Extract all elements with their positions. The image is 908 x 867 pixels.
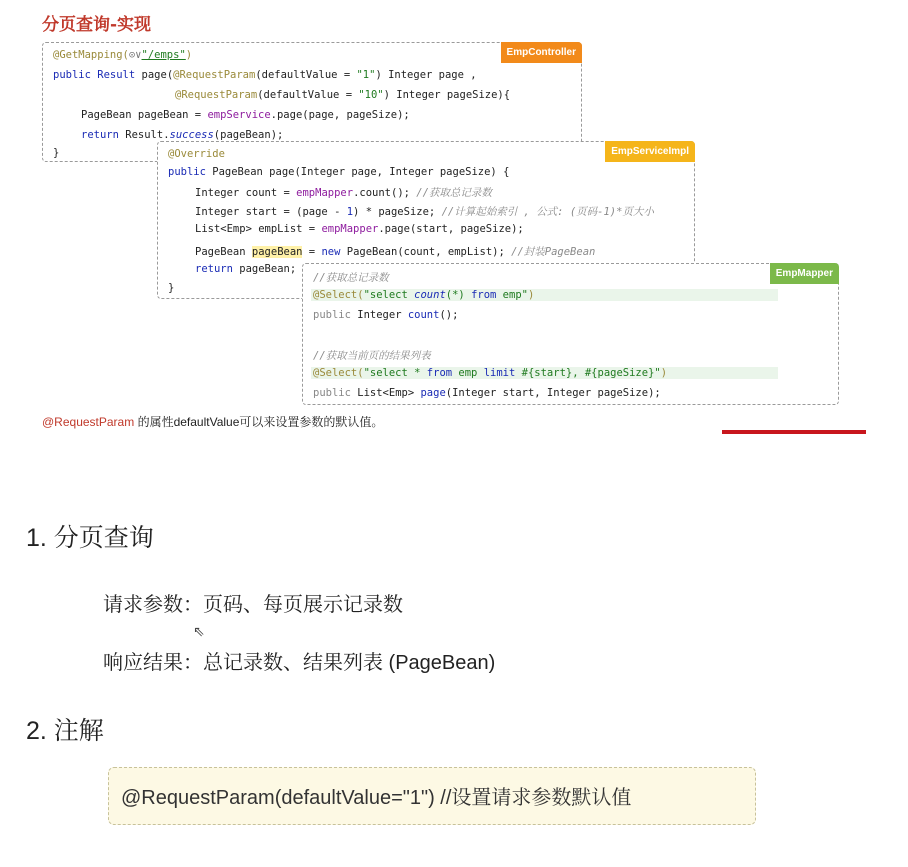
- globe-icon: ⊙∨: [128, 49, 142, 61]
- request-params-text: 请求参数：页码、每页展示记录数: [103, 594, 403, 616]
- slide-title: 分页查询-实现: [42, 15, 152, 35]
- default-value-note: @RequestParam 的属性defaultValue可以来设置参数的默认值。: [42, 415, 384, 429]
- red-bar-decoration: [722, 430, 866, 434]
- code-box-controller: EmpController @GetMapping(⊙∨"/emps") public Result page(@RequestParam(defaultValue = "1") Integer page , @RequestParam(defaultValue = "10") Integer pageSize){ PageBean pageBean = empService.page(page, pageSize); return Result.success(pageBean); }: [42, 42, 582, 162]
- mouse-cursor-icon: ⇖: [193, 624, 205, 640]
- response-result-text: 响应结果：总记录数、结果列表 (PageBean): [103, 652, 496, 674]
- tag-emp-mapper: EmpMapper: [770, 263, 839, 284]
- code-box-mapper: EmpMapper //获取总记录数 @Select("select count(*) from emp") public Integer count(); //获取当前页的结果列表 @Select("select * from emp limit #{start}, #{pageSize}") public List<Emp> page(Integer start, Integer pageSize);: [302, 263, 839, 405]
- section-title-annotation: 2. 注解: [26, 717, 104, 745]
- annotation-callout: @RequestParam(defaultValue="1") //设置请求参数默认值: [108, 767, 756, 825]
- tag-emp-service-impl: EmpServiceImpl: [605, 141, 695, 162]
- section-title-pagination: 1. 分页查询: [26, 524, 154, 552]
- code-box-service: EmpServiceImpl @Override public PageBean page(Integer page, Integer pageSize) { Integer count = empMapper.count(); //获取总记录数 Integer start = (page - 1) * pageSize; //计算起始索引 , 公式: (页码-1)*页大小 List<Emp> empList = empMapper.page(start, pageSize); PageBean pageBean = new PageBean(count, empList); //封装PageBean return pageBean; }: [157, 141, 695, 299]
- tag-emp-controller: EmpController: [501, 42, 582, 63]
